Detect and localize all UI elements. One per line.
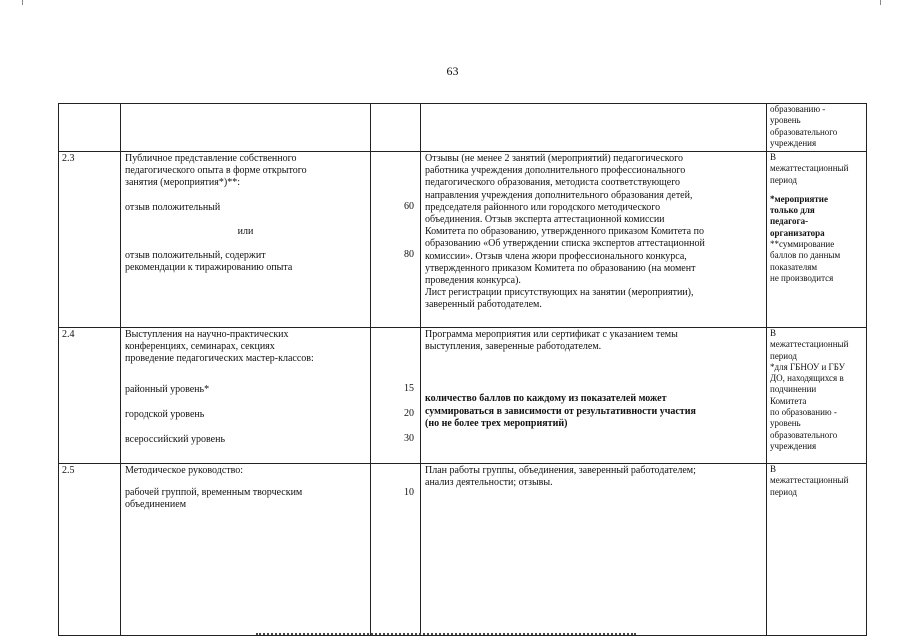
cell-documents: План работы группы, объединения, заверенный работодателем; анализ деятельности; отзывы. [421,464,767,636]
cell-points: 15 20 30 [371,328,421,464]
scan-edge-mark [22,0,23,5]
cell-num: 2.3 [59,152,121,328]
cell-documents: Программа мероприятия или сертификат с указанием темы выступления, заверенные работодателем. количество баллов по каждому из показателей может суммироваться в зависимости от результативности участия (но не более трех мероприятий) [421,328,767,464]
cell-indicator: Методическое руководство: рабочей группой, временным творческим объединением [121,464,371,636]
bottom-dotted-rule [256,633,636,635]
table-row-continuation [59,104,867,152]
table-row-2-3 [59,152,867,328]
level-city: городской уровень [125,408,205,420]
cell-note: образованию - уровень образовательного учреждения [767,104,867,152]
cell-num: 2.5 [59,464,121,636]
cell-num [59,104,121,152]
level-district: районный уровень* [125,383,210,395]
cell-points: 60 80 [371,152,421,328]
scan-edge-mark [880,0,881,5]
cell-note: В межаттестационный период *для ГБНОУ и ГБУ ДО, находящихся в подчинении Комитета по образованию - уровень образовательного учреждения [767,328,867,464]
or-label: или [237,225,254,237]
criteria-table [58,103,867,636]
cell-note: В межаттестационный период [767,464,867,636]
cell-note: В межаттестационный период *мероприятие только для педагога- организатора **суммирование баллов по данным показателям не производится [767,152,867,328]
cell-indicator: Публичное представление собственного педагогического опыта в форме открытого занятия (мероприятия*)**: отзыв положительный или отзыв положительный, содержит рекомендации к тиражированию опыта [121,152,371,328]
cell-documents [421,104,767,152]
cell-points: 10 [371,464,421,636]
table-row-2-5 [59,464,867,636]
table-row-2-4 [59,328,867,464]
cell-points [371,104,421,152]
cell-num: 2.4 [59,328,121,464]
cell-documents: Отзывы (не менее 2 занятий (мероприятий) педагогического работника учреждения дополнительного профессионального педагогического образования, методиста соответствующего направления учреждения дополнительного образования детей, председателя районного или городского методического объединения. Отзыв эксперта аттестационной комиссии Комитета по образованию, утвержденного приказом Комитета по образованию «Об утверждении списка экспертов аттестационной комиссии». Отзыв члена жюри профессионального конкурса, утвержденного приказом Комитета по образованию (на момент проведения конкурса). Лист регистрации присутствующих на занятии (мероприятии), заверенный работодателем. [421,152,767,328]
page-number: 63 [446,64,459,78]
cell-indicator: Выступления на научно-практических конференциях, семинарах, секциях проведение педагогических мастер-классов: районный уровень* городской уровень всероссийский уровень [121,328,371,464]
level-national: всероссийский уровень [125,434,226,446]
cell-indicator [121,104,371,152]
option-positive-review: отзыв положительный [125,201,221,213]
